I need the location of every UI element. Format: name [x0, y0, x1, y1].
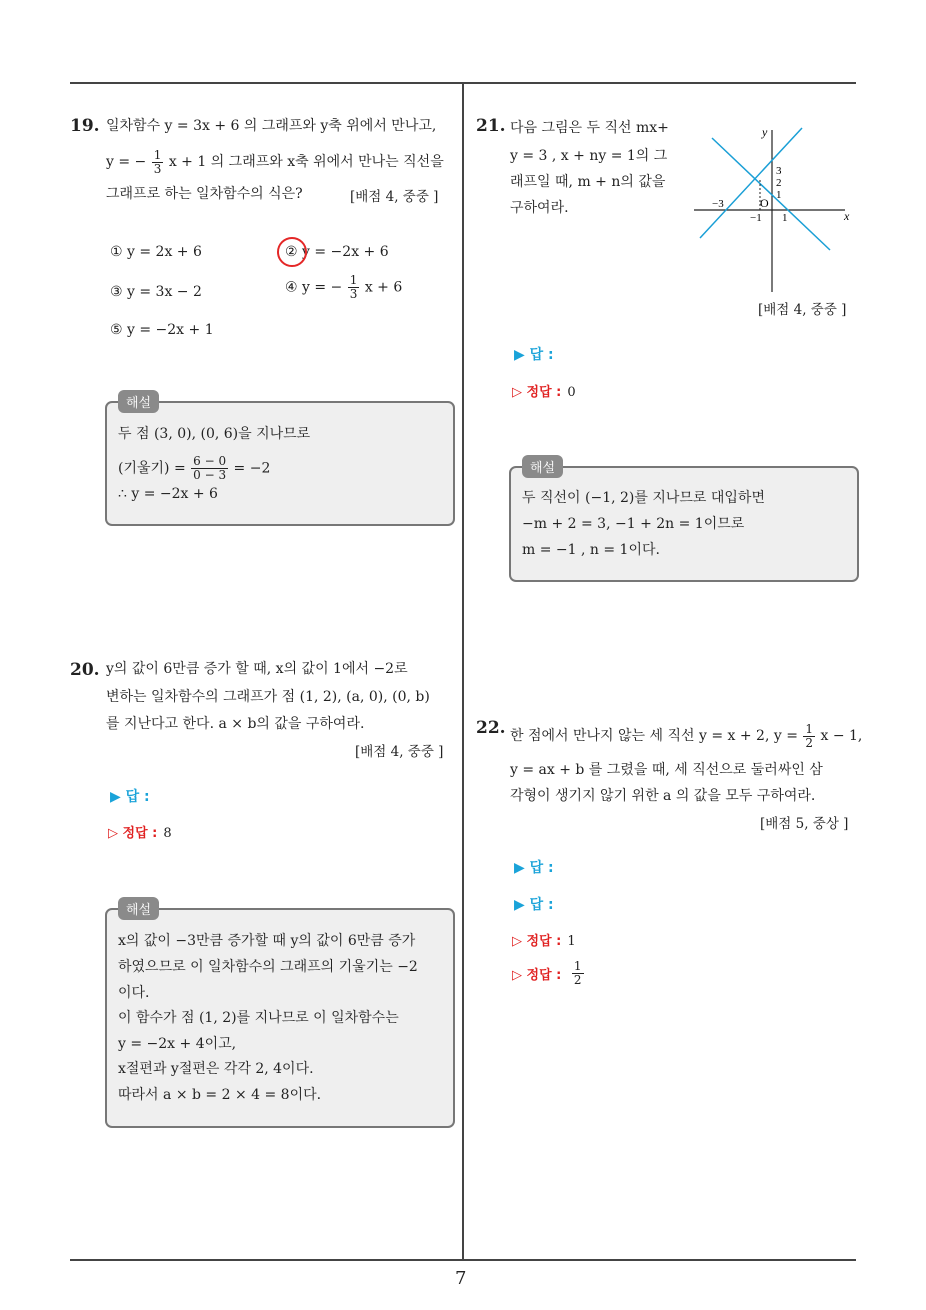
q19-line2-pre: y = − — [106, 154, 147, 170]
q22-score: [배점 5, 중상 ] — [760, 816, 849, 832]
q20-line2: 변하는 일차함수의 그래프가 점 (1, 2), (a, 0), (0, b) — [106, 689, 430, 705]
q20-expl-line6: x절편과 y절편은 각각 2, 4이다. — [118, 1061, 314, 1077]
q21-correct-value: 0 — [567, 385, 576, 400]
tick-1y: 1 — [776, 189, 782, 201]
q20-explanation-tag: 해설 — [118, 897, 159, 920]
column-divider — [462, 82, 464, 1260]
q20-line1: y의 값이 6만큼 증가 할 때, x의 값이 1에서 −2로 — [106, 661, 408, 677]
q22-line1-num: 1 — [805, 721, 814, 736]
q21-answer-field[interactable]: ▶ 답 : — [514, 347, 554, 363]
origin-label: O — [760, 196, 769, 210]
q21-correct-label: ▷ 정답 : — [512, 385, 562, 400]
tick-2y: 2 — [776, 177, 782, 189]
y-axis-label: y — [762, 125, 768, 139]
q20-score: [배점 4, 중중 ] — [355, 744, 444, 760]
q21-expl-line3: m = −1 , n = 1이다. — [522, 542, 660, 558]
q21-expl-line1: 두 직선이 (−1, 2)를 지나므로 대입하면 — [522, 490, 765, 506]
q22-correct-frac — [572, 960, 584, 987]
q20-correct-value: 8 — [163, 826, 172, 841]
q20-correct-label: ▷ 정답 : — [108, 826, 158, 841]
q19-explanation-tag: 해설 — [118, 390, 159, 413]
q19-choice-4-num: 1 — [349, 273, 358, 287]
q19-line2-post: x + 1 의 그래프와 x축 위에서 만나는 직선을 — [168, 154, 444, 170]
q19-score: [배점 4, 중중 ] — [350, 189, 439, 205]
q21-score: [배점 4, 중중 ] — [758, 302, 847, 318]
q19-expl2-den: 0 − 3 — [193, 468, 227, 482]
q19-choice-4[interactable] — [285, 274, 402, 301]
q20-expl-line7: 따라서 a × b = 2 × 4 = 8이다. — [118, 1087, 322, 1103]
q19-fraction — [152, 149, 164, 176]
tick-3y: 3 — [776, 165, 782, 177]
q19-choice-4-pre: ④ y = − — [285, 279, 343, 296]
q19-frac-den: 3 — [153, 161, 162, 176]
q20-expl-line1: x의 값이 −3만큼 증가할 때 y의 값이 6만큼 증가 — [118, 933, 416, 949]
q21-graph — [690, 120, 860, 300]
q19-expl2-post: = −2 — [233, 460, 271, 477]
q21-expl-line2: −m + 2 = 3, −1 + 2n = 1이므로 — [522, 516, 745, 532]
q19-expl2-num: 6 − 0 — [193, 454, 227, 468]
q21-correct-answer — [512, 381, 576, 400]
q19-choice-1[interactable]: ① y = 2x + 6 — [110, 244, 202, 260]
q21-line1: 다음 그림은 두 직선 mx+ — [510, 120, 669, 136]
q22-correct-num: 1 — [573, 959, 582, 973]
q20-correct-answer — [108, 822, 172, 841]
q20-expl-line2: 하였으므로 이 일차함수의 그래프의 기울기는 −2 — [118, 959, 418, 975]
q22-correct-den: 2 — [573, 973, 582, 987]
q22-answer-field-1[interactable]: ▶ 답 : — [514, 860, 554, 876]
q19-choice-4-den: 3 — [349, 287, 358, 301]
q22-correct-answer-1 — [512, 930, 576, 949]
q19-choice-2-text: y = −2x + 6 — [302, 244, 389, 260]
q19-choice-3[interactable]: ③ y = 3x − 2 — [110, 284, 202, 300]
q20-expl-line3: 이다. — [118, 985, 150, 1001]
q22-line1 — [510, 720, 862, 752]
q19-frac-num: 1 — [153, 147, 162, 162]
q19-choice-5[interactable]: ⑤ y = −2x + 1 — [110, 322, 214, 338]
selected-circle-icon — [277, 237, 307, 267]
q21-line3: 래프일 때, m + n의 값을 — [510, 174, 666, 190]
q22-answer-field-2[interactable]: ▶ 답 : — [514, 897, 554, 913]
q19-line2 — [106, 146, 444, 178]
q20-line3: 를 지난다고 한다. a × b의 값을 구하여라. — [106, 716, 365, 732]
q19-choice-2-mark: ② — [285, 244, 298, 260]
q20-expl-line4: 이 함수가 점 (1, 2)를 지나므로 이 일차함수는 — [118, 1010, 399, 1026]
q22-correct-value-1: 1 — [567, 934, 576, 949]
q22-line2: y = ax + b 를 그렸을 때, 세 직선으로 둘러싸인 삼 — [510, 762, 823, 778]
tick-neg3: −3 — [712, 198, 724, 210]
q19-line3: 그래프로 하는 일차함수의 식은? — [106, 186, 303, 202]
q19-choice-4-frac — [348, 274, 360, 301]
q22-line1-frac — [803, 723, 815, 750]
bottom-rule — [70, 1259, 856, 1261]
x-axis-label: x — [844, 209, 850, 223]
q19-expl-line3: ∴ y = −2x + 6 — [118, 486, 218, 502]
q21-explanation-tag: 해설 — [522, 455, 563, 478]
q19-line1: 일차함수 y = 3x + 6 의 그래프와 y축 위에서 만나고, — [106, 118, 437, 134]
q19-expl-line1: 두 점 (3, 0), (0, 6)을 지나므로 — [118, 426, 311, 442]
q21-line4: 구하여라. — [510, 200, 569, 216]
tick-neg1: −1 — [750, 212, 762, 224]
q19-expl-line2 — [118, 455, 270, 482]
q22-line1-pre: 한 점에서 만나지 않는 세 직선 y = x + 2, y = — [510, 728, 798, 744]
q22-correct-label-1: ▷ 정답 : — [512, 934, 562, 949]
q22-correct-label-2: ▷ 정답 : — [512, 968, 562, 983]
q22-line3: 각형이 생기지 않기 위한 a 의 값을 모두 구하여라. — [510, 788, 816, 804]
q20-number: 20. — [70, 660, 100, 680]
q20-expl-line5: y = −2x + 4이고, — [118, 1036, 237, 1052]
q22-correct-answer-2 — [512, 960, 585, 987]
page-number: 7 — [455, 1268, 467, 1289]
line-mx-plus-y — [712, 138, 830, 250]
q21-number: 21. — [476, 116, 506, 136]
q19-number: 19. — [70, 116, 100, 136]
q19-expl2-pre: (기울기) = — [118, 460, 186, 477]
q21-line2: y = 3 , x + ny = 1의 그 — [510, 148, 668, 164]
q20-answer-field[interactable]: ▶ 답 : — [110, 789, 150, 805]
q19-choice-4-post: x + 6 — [364, 279, 403, 296]
q22-number: 22. — [476, 718, 506, 738]
q22-line1-post: x − 1, — [820, 728, 863, 744]
q19-expl2-frac — [191, 455, 228, 482]
tick-1x: 1 — [782, 212, 788, 224]
q22-line1-den: 2 — [805, 735, 814, 750]
